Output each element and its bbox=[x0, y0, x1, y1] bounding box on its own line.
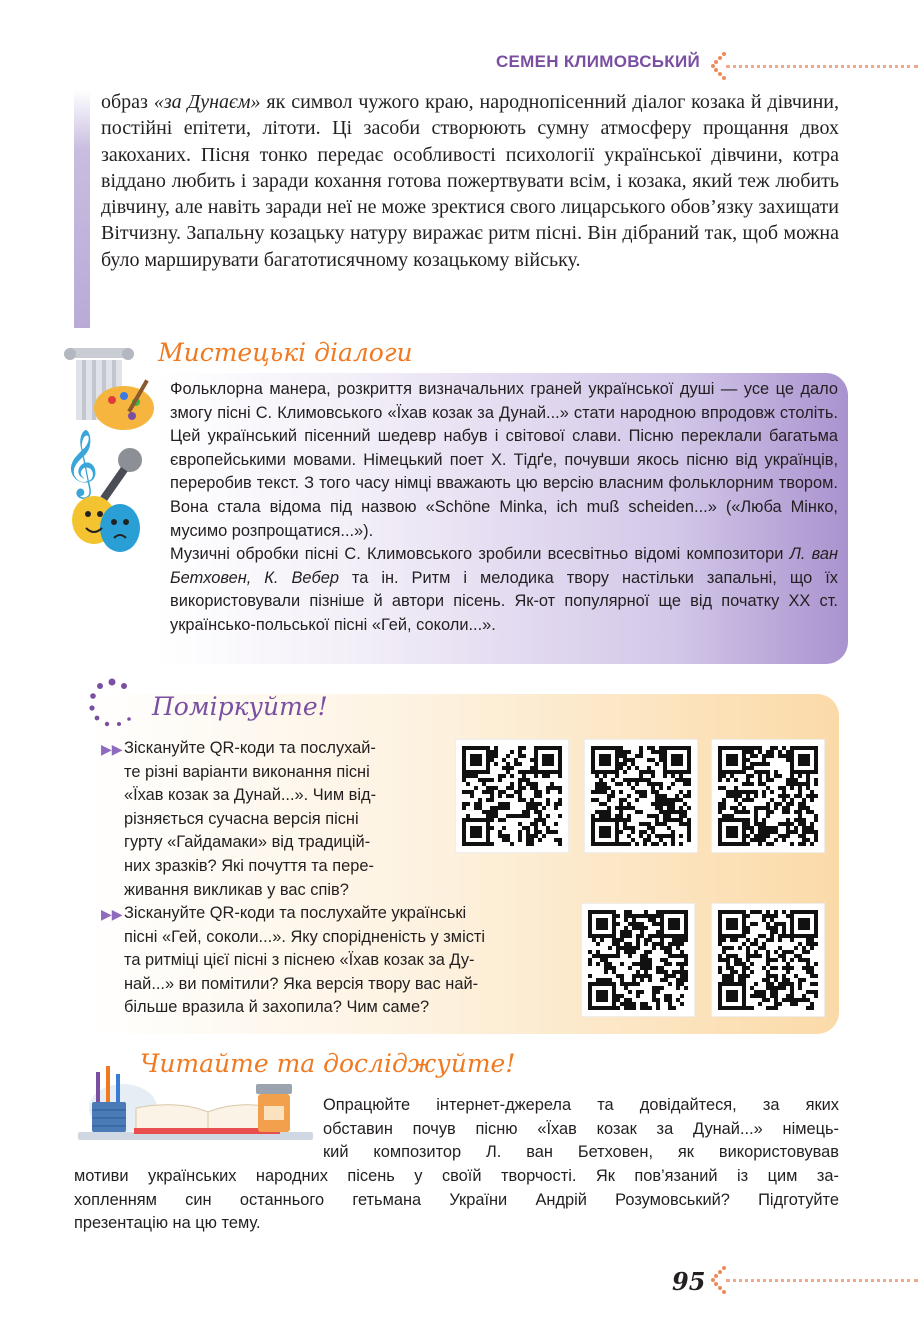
art-dialogues-text bbox=[170, 378, 838, 638]
theater-masks-icon bbox=[72, 496, 140, 552]
author-header: СЕМЕН КЛИМОВСЬКИЙ bbox=[495, 52, 700, 71]
qr-code-1[interactable] bbox=[456, 740, 568, 852]
read-title: Читайте та досліджуйте! bbox=[140, 1049, 516, 1078]
jar-icon bbox=[256, 1084, 292, 1132]
footer-dotted-line bbox=[726, 1279, 918, 1282]
page-number: 95 bbox=[672, 1267, 706, 1296]
qr-code-2[interactable] bbox=[585, 740, 697, 852]
header-dotted-line bbox=[726, 65, 918, 68]
arrow-bullet-icon: ▶▶ bbox=[101, 741, 123, 757]
qr-code-3[interactable] bbox=[712, 740, 824, 852]
art-dialogues-paragraph-2: Музичні обробки пісні С. Климовського зробили всесвітньо відомі композитори Л. ван Бетховен, К. Вебер та ін. Ритм і мелодика твору настільки запальні, що їх використовували пізніше й автори пісень. Як-от популярної ще від початку ХХ ст. українсько-польської пісні «Гей, соколи...». bbox=[170, 545, 838, 634]
intro-paragraph: образ «за Дунаєм» як символ чужого краю, народнопісенний діалог козака й дівчини, постійні епітети, літоти. Ці засоби створюють сумну атмосферу прощання двох закоханих. Пісня тонко передає особливості психології української дівчини, котра віддано любить і заради кохання готова пожертвувати всім, і козака, який теж любить дівчину, але навіть заради неї не може зректися свого лицарського обов’язку захищати Вітчизну. Запальну козацьку натуру виражає ритм пісні. Він дібраний так, щоб можна було марширувати багатотисячному козацькому війську. bbox=[101, 91, 840, 271]
question-1: Зіскануйте QR-коди та послухай- те різні варіанти виконання пісні «Їхав козак за Дунай...». Чим від- різняється сучасна версія пісні гурту «Гайдамаки» від традицій- них зразків? Які почуття та пере- живання викликав у вас спів? bbox=[124, 739, 377, 899]
qr-code-4[interactable] bbox=[582, 904, 694, 1016]
art-dialogues-paragraph-1: Фольклорна манера, розкриття визначальних граней української душі — усе це дало змогу пісні С. Климовського «Їхав козак за Дунай...» стати народною впродовж століть. Цей український пісенний шедевр набув і світової слави. Пісню переклали багатьма європейськими мовами. Німецький поет Х. Тідґе, почувши якось пісню від українців, переробив текст. З того часу німці вважають цю версію власним фольклорним твором. Вона стала відома під назвою «Schöne Minka, ich muß scheiden...» («Люба Мінко, мусимо розпрощатися...»). bbox=[170, 380, 838, 540]
qr-code-5[interactable] bbox=[712, 904, 824, 1016]
dots-circle-icon bbox=[88, 678, 136, 733]
intro-side-bar bbox=[74, 90, 90, 328]
arrow-bullet-icon: ▶▶ bbox=[101, 906, 123, 922]
microphone-icon bbox=[100, 448, 142, 501]
art-icons-cluster bbox=[62, 342, 162, 562]
treble-clef-icon: 𝄞 bbox=[64, 428, 99, 496]
art-dialogues-title: Мистецькі діалоги bbox=[158, 338, 413, 367]
question-2: Зіскануйте QR-коди та послухайте українські пісні «Гей, соколи...». Яку спорідненість у змісті та ритміці цієї пісні з піснею «Їхав козак за Ду- най...» ви помітили? Яка версія твору вас най- більше вразила й захопила? Чим саме? bbox=[124, 904, 486, 1017]
read-text-indented: Опрацюйте інтернет-джерела та довідайтеся, за яких обставин почув пісню «Їхав козак за Дунай...» німець- кий композитор Л. ван Бетховен, як використовував bbox=[323, 1096, 839, 1162]
think-title: Поміркуйте! bbox=[152, 692, 328, 721]
desk-illustration bbox=[78, 1062, 318, 1149]
read-text-full: мотиви українських народних пісень у своїй творчості. Як пов’язаний із цим за- хопленням син останнього гетьмана України Андрій Розумовський? Підготуйте презентацію на цю тему. bbox=[74, 1167, 839, 1233]
